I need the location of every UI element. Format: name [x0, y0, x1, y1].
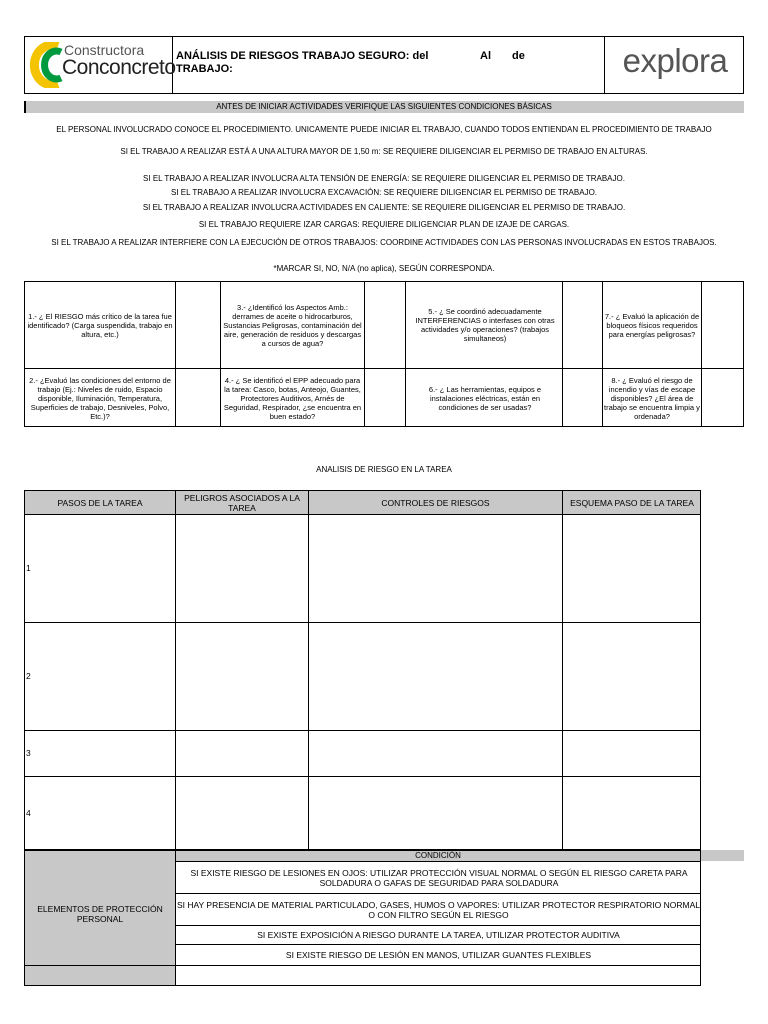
title-de: de — [512, 50, 525, 62]
question-3: 3.- ¿Identificó los Aspectos Amb.: derrames de aceite o hidrocarburos, Sustancias Peligrosas, contaminación del aire, generación de residuos y descargas a cursos de agua? — [223, 302, 362, 348]
answer-8[interactable] — [702, 369, 744, 427]
answer-7[interactable] — [702, 282, 744, 368]
step-4-controles-cell[interactable] — [309, 777, 562, 850]
step-1-esquema-cell[interactable] — [563, 515, 701, 622]
step-2-esquema-cell[interactable] — [563, 623, 701, 730]
condition-line-4: SI EL TRABAJO A REALIZAR INVOLUCRA EXCAVACIÓN: SE REQUIERE DILIGENCIAR EL PERMISO DE TRABAJO. — [170, 188, 598, 197]
condition-line-1: EL PERSONAL INVOLUCRADO CONOCE EL PROCEDIMIENTO. UNICAMENTE PUEDE INICIAR EL TRABAJO, CUANDO TODOS ENTIENDAN EL PROCEDIMIENTO DE TRABAJO — [56, 125, 712, 134]
logo-line1: Constructora — [64, 42, 145, 58]
answer-1[interactable] — [176, 282, 220, 368]
question-1: 1.- ¿ El RIESGO más crítico de la tarea fue identificado? (Carga suspendida, trabajo en altura, etc.) — [27, 311, 173, 339]
title-line1: ANÁLISIS DE RIESGOS TRABAJO SEGURO: del — [176, 50, 429, 62]
epp-condition-respiratory: SI HAY PRESENCIA DE MATERIAL PARTICULADO, GASES, HUMOS O VAPORES: UTILIZAR PROTECTOR RESPIRATORIO NORMAL O CON FILTRO SEGÚN EL RIESGO — [176, 899, 700, 920]
question-2: 2.- ¿Evaluó las condiciones del entorno de trabajo (Ej.: Niveles de ruido, Espacio disponible, Iluminación, Temperatura, Superficies de trabajo, Desniveles, Polvo, Etc.)? — [29, 375, 171, 421]
step-4-esquema-cell[interactable] — [563, 777, 701, 850]
answer-5[interactable] — [563, 282, 602, 368]
epp-condition-hearing: SI EXISTE EXPOSICIÓN A RIESGO DURANTE LA TAREA, UTILIZAR PROTECTOR AUDITIVA — [257, 930, 620, 940]
title-line2: TRABAJO: — [176, 63, 233, 75]
condition-line-2: SI EL TRABAJO A REALIZAR ESTÁ A UNA ALTURA MAYOR DE 1,50 m: SE REQUIERE DILIGENCIAR EL PERMISO DE TRABAJO EN ALTURAS. — [120, 147, 648, 156]
form-title — [176, 50, 596, 76]
conconcreto-c-icon — [28, 42, 66, 88]
marking-instruction: *MARCAR SI, NO, N/A (no aplica), SEGÚN CORRESPONDA. — [273, 264, 495, 273]
answer-2[interactable] — [176, 369, 220, 427]
step-3-controles-cell[interactable] — [309, 731, 562, 776]
logo-line2: Conconcreto — [62, 56, 176, 79]
epp-condition-eyes: SI EXISTE RIESGO DE LESIONES EN OJOS: UTILIZAR PROTECCIÓN VISUAL NORMAL O SEGÚN EL RIESGO CARETA PARA SOLDADURA O GAFAS DE SEGURIDAD PARA SOLDADURA — [190, 867, 688, 888]
step-3-esquema-cell[interactable] — [563, 731, 701, 776]
col-pasos: PASOS DE LA TAREA — [57, 497, 143, 508]
conditions-banner-text: ANTES DE INICIAR ACTIVIDADES VERIFIQUE LAS SIGUIENTES CONDICIONES BÁSICAS — [216, 102, 552, 111]
condition-line-5: SI EL TRABAJO A REALIZAR INVOLUCRA ACTIVIDADES EN CALIENTE: SE REQUIERE DILIGENCIAR EL PERMISO DE TRABAJO. — [142, 203, 626, 212]
step-1-number: 1 — [26, 563, 31, 573]
step-4-peligros-cell[interactable] — [176, 777, 308, 850]
answer-3[interactable] — [365, 282, 405, 368]
title-al: Al — [480, 50, 491, 62]
condition-line-3: SI EL TRABAJO A REALIZAR INVOLUCRA ALTA TENSIÓN DE ENERGÍA: SE REQUIERE DILIGENCIAR EL PERMISO DE TRABAJO. — [143, 174, 625, 183]
step-3-peligros-cell[interactable] — [176, 731, 308, 776]
epp-label: ELEMENTOS DE PROTECCIÓN PERSONAL — [37, 903, 163, 924]
step-2-controles-cell[interactable] — [309, 623, 562, 730]
step-1-controles-cell[interactable] — [309, 515, 562, 622]
condition-line-6: SI EL TRABAJO REQUIERE IZAR CARGAS: REQUIERE DILIGENCIAR PLAN DE IZAJE DE CARGAS. — [198, 220, 570, 229]
condition-line-7: SI EL TRABAJO A REALIZAR INTERFIERE CON LA EJECUCIÓN DE OTROS TRABAJOS: COORDINE ACTIVIDADES CON LAS PERSONAS INVOLUCRADAS EN ESTOS TRABAJOS. — [51, 238, 717, 247]
step-2-peligros-cell[interactable] — [176, 623, 308, 730]
condition-header: CONDICIÓN — [415, 851, 461, 860]
epp-extra-row[interactable] — [176, 966, 701, 986]
conconcreto-logo — [28, 40, 176, 90]
analysis-title: ANALISIS DE RIESGO EN LA TAREA — [316, 465, 452, 474]
step-3-number: 3 — [26, 748, 31, 758]
step-1-peligros-cell[interactable] — [176, 515, 308, 622]
question-7: 7.- ¿ Evaluó la aplicación de bloqueos físicos requeridos para energías peligrosas? — [604, 311, 700, 339]
col-peligros: PELIGROS ASOCIADOS A LA TAREA — [184, 492, 300, 513]
answer-4[interactable] — [365, 369, 405, 427]
question-5: 5.- ¿ Se coordinó adecuadamente INTERFERENCIAS o interfases con otras actividades y/o operaciones? (trabajos simultaneos) — [415, 307, 555, 343]
question-8: 8.- ¿ Evaluó el riesgo de incendio y vías de escape disponibles? ¿El área de trabajo se encuentra limpia y ordenada? — [604, 375, 700, 421]
col-controles: CONTROLES DE RIESGOS — [381, 497, 490, 508]
answer-6[interactable] — [563, 369, 602, 427]
step-4-number: 4 — [26, 808, 31, 818]
question-6: 6.- ¿ Las herramientas, equipos e instalaciones eléctricas, están en condiciones de ser usadas? — [428, 384, 542, 412]
explora-logo: explora — [622, 42, 728, 79]
step-2-number: 2 — [26, 671, 31, 681]
col-esquema: ESQUEMA PASO DE LA TAREA — [570, 497, 694, 508]
question-4: 4.- ¿ Se identificó el EPP adecuado para la tarea: Casco, botas, Anteojo, Guantes, Protectores Auditivos, Arnés de Seguridad, Respirador, ¿se encuentra en buen estado? — [223, 375, 362, 421]
epp-condition-hands: SI EXISTE RIESGO DE LESIÓN EN MANOS, UTILIZAR GUANTES FLEXIBLES — [285, 950, 592, 960]
